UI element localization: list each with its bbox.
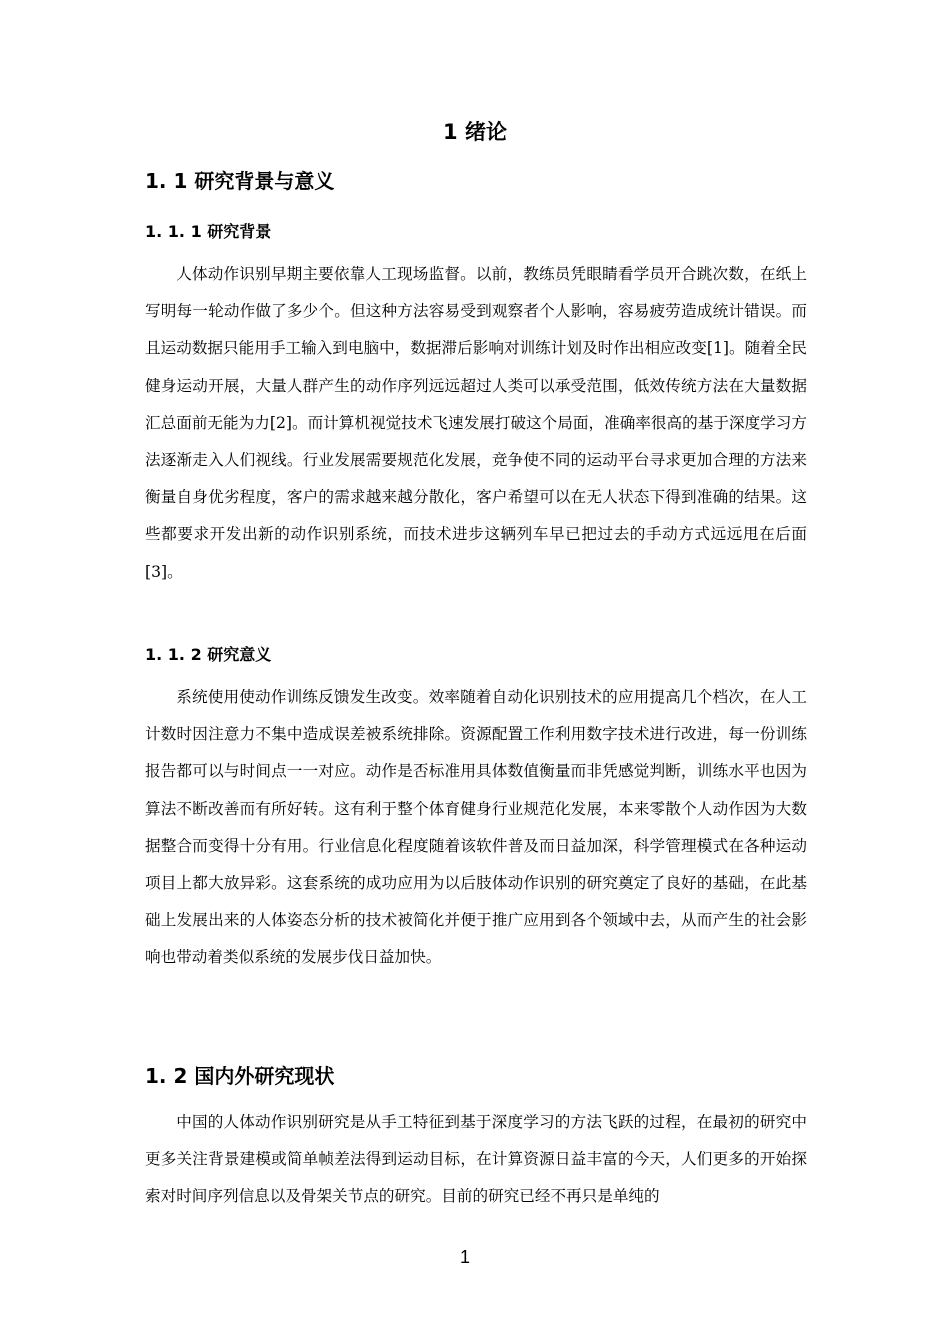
paragraph-research-background: 人体动作识别早期主要依靠人工现场监督。以前，教练员凭眼睛看学员开合跳次数，在纸上写明每一轮动作做了多少个。但这种方法容易受到观察者个人影响，容易疲劳造成统计错误。而且运动数据只能用手工输入到电脑中，数据滞后影响对训练计划及时作出相应改变[1]。随着全民健身运动开展，大量人群产生的动作序列远远超过人类可以承受范围，低效传统方法在大量数据汇总面前无能为力[2]。而计算机视觉技术飞速发展打破这个局面，准确率很高的基于深度学习方法逐渐走入人们视线。行业发展需要规范化发展，竞争使不同的运动平台寻求更加合理的方法来衡量自身优劣程度，客户的需求越来越分散化，客户希望可以在无人状态下得到准确的结果。这些都要求开发出新的动作识别系统，而技术进步这辆列车早已把过去的手动方式远远甩在后面[3]。 <box>145 265 807 581</box>
section-heading-1-2: 1. 2 国内外研究现状 <box>145 1064 335 1088</box>
chapter-title: 1 绪论 <box>443 120 507 144</box>
section-heading-1-1: 1. 1 研究背景与意义 <box>145 169 335 193</box>
paragraph-research-status: 中国的人体动作识别研究是从手工特征到基于深度学习的方法飞跃的过程，在最初的研究中更多关注背景建模或简单帧差法得到运动目标，在计算资源日益丰富的今天，人们更多的开始探索对时间序列信息以及骨架关节点的研究。目前的研究已经不再只是单纯的 <box>145 1113 807 1206</box>
paragraph-research-significance: 系统使用使动作训练反馈发生改变。效率随着自动化识别技术的应用提高几个档次，在人工计数时因注意力不集中造成误差被系统排除。资源配置工作利用数字技术进行改进，每一份训练报告都可以与时间点一一对应。动作是否标准用具体数值衡量而非凭感觉判断，训练水平也因为算法不断改善而有所好转。这有利于整个体育健身行业规范化发展，本来零散个人动作因为大数据整合而变得十分有用。行业信息化程度随着该软件普及而日益加深，科学管理模式在各种运动项目上都大放异彩。这套系统的成功应用为以后肢体动作识别的研究奠定了良好的基础，在此基础上发展出来的人体姿态分析的技术被简化并便于推广应用到各个领域中去，从而产生的社会影响也带动着类似系统的发展步伐日益加快。 <box>145 688 807 967</box>
subsection-heading-1-1-1: 1. 1. 1 研究背景 <box>145 222 272 241</box>
page-number: 1 <box>459 1247 470 1267</box>
subsection-heading-1-1-2: 1. 1. 2 研究意义 <box>145 645 272 664</box>
